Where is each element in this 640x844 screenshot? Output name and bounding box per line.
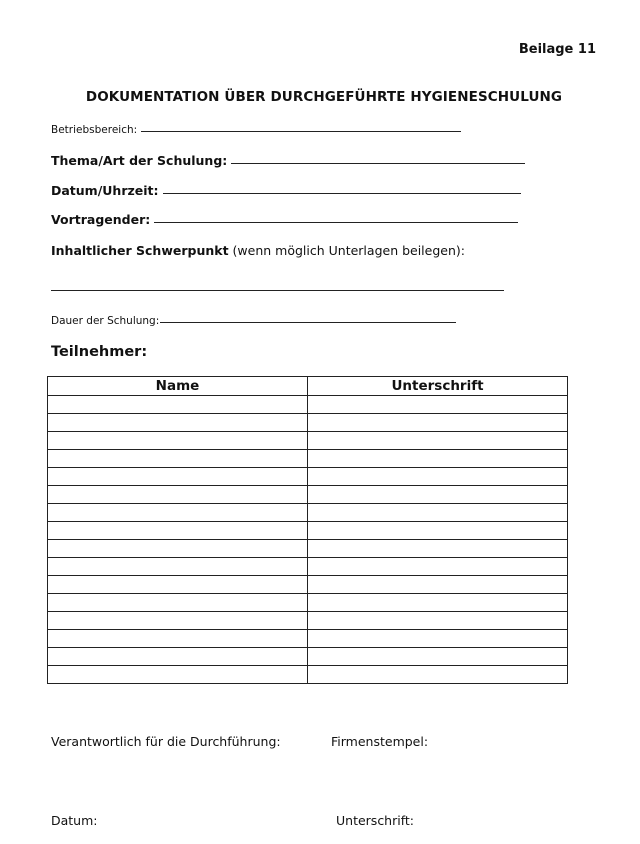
column-header-name: Name bbox=[48, 377, 308, 396]
name-cell[interactable] bbox=[48, 450, 308, 468]
name-cell[interactable] bbox=[48, 612, 308, 630]
participants-table bbox=[47, 376, 568, 684]
signature-cell[interactable] bbox=[308, 576, 568, 594]
table-row bbox=[48, 558, 568, 576]
participants-heading: Teilnehmer: bbox=[51, 344, 148, 360]
input-line-vortragender[interactable] bbox=[154, 221, 518, 223]
signature-cell[interactable] bbox=[308, 540, 568, 558]
signature-cell[interactable] bbox=[308, 450, 568, 468]
document-title: DOKUMENTATION ÜBER DURCHGEFÜHRTE HYGIENESCHULUNG bbox=[85, 89, 563, 105]
signature-cell[interactable] bbox=[308, 468, 568, 486]
name-cell[interactable] bbox=[48, 504, 308, 522]
input-line-datum-uhrzeit[interactable] bbox=[163, 192, 521, 194]
signature-cell[interactable] bbox=[308, 612, 568, 630]
table-row bbox=[48, 540, 568, 558]
table-row bbox=[48, 522, 568, 540]
field-label-betriebsbereich: Betriebsbereich: bbox=[51, 124, 138, 136]
input-line-dauer[interactable] bbox=[160, 321, 456, 323]
name-cell[interactable] bbox=[48, 432, 308, 450]
input-line-schwerpunkt[interactable] bbox=[51, 290, 504, 291]
signature-cell[interactable] bbox=[308, 558, 568, 576]
name-cell[interactable] bbox=[48, 576, 308, 594]
table-row bbox=[48, 468, 568, 486]
signature-cell[interactable] bbox=[308, 630, 568, 648]
name-cell[interactable] bbox=[48, 414, 308, 432]
table-header-row bbox=[48, 377, 568, 396]
table-row bbox=[48, 630, 568, 648]
table-row bbox=[48, 612, 568, 630]
signature-cell[interactable] bbox=[308, 414, 568, 432]
name-cell[interactable] bbox=[48, 630, 308, 648]
date-label: Datum: bbox=[51, 813, 98, 828]
column-header-unterschrift: Unterschrift bbox=[308, 377, 568, 396]
field-thema bbox=[51, 153, 525, 168]
attachment-label: Beilage 11 bbox=[518, 42, 596, 57]
signature-cell[interactable] bbox=[308, 486, 568, 504]
signature-label: Unterschrift: bbox=[336, 813, 415, 828]
table-row bbox=[48, 414, 568, 432]
signature-cell[interactable] bbox=[308, 504, 568, 522]
signature-cell[interactable] bbox=[308, 522, 568, 540]
table-row bbox=[48, 666, 568, 684]
signature-cell[interactable] bbox=[308, 666, 568, 684]
name-cell[interactable] bbox=[48, 540, 308, 558]
field-note-schwerpunkt: (wenn möglich Unterlagen beilegen): bbox=[232, 243, 465, 258]
input-line-thema[interactable] bbox=[231, 162, 525, 164]
name-cell[interactable] bbox=[48, 396, 308, 414]
signature-cell[interactable] bbox=[308, 648, 568, 666]
table-row bbox=[48, 594, 568, 612]
name-cell[interactable] bbox=[48, 594, 308, 612]
name-cell[interactable] bbox=[48, 558, 308, 576]
field-label-dauer: Dauer der Schulung: bbox=[51, 315, 160, 327]
name-cell[interactable] bbox=[48, 666, 308, 684]
table-row bbox=[48, 396, 568, 414]
responsible-label: Verantwortlich für die Durchführung: bbox=[51, 734, 281, 749]
table-row bbox=[48, 486, 568, 504]
name-cell[interactable] bbox=[48, 468, 308, 486]
signature-cell[interactable] bbox=[308, 396, 568, 414]
field-datum-uhrzeit bbox=[51, 183, 521, 198]
name-cell[interactable] bbox=[48, 648, 308, 666]
table-row bbox=[48, 432, 568, 450]
signature-cell[interactable] bbox=[308, 432, 568, 450]
name-cell[interactable] bbox=[48, 522, 308, 540]
field-label-vortragender: Vortragender: bbox=[51, 212, 151, 227]
signature-cell[interactable] bbox=[308, 594, 568, 612]
field-label-thema: Thema/Art der Schulung: bbox=[51, 153, 228, 168]
table-row bbox=[48, 648, 568, 666]
table-row bbox=[48, 504, 568, 522]
table-row bbox=[48, 576, 568, 594]
table-row bbox=[48, 450, 568, 468]
name-cell[interactable] bbox=[48, 486, 308, 504]
participants-body bbox=[48, 396, 568, 684]
input-line-betriebsbereich[interactable] bbox=[141, 130, 461, 132]
field-vortragender bbox=[51, 212, 518, 227]
field-betriebsbereich bbox=[51, 124, 461, 136]
field-dauer bbox=[51, 315, 456, 327]
stamp-label: Firmenstempel: bbox=[331, 734, 429, 749]
field-schwerpunkt bbox=[51, 243, 465, 258]
field-label-datum-uhrzeit: Datum/Uhrzeit: bbox=[51, 183, 159, 198]
field-label-schwerpunkt: Inhaltlicher Schwerpunkt bbox=[51, 243, 229, 258]
